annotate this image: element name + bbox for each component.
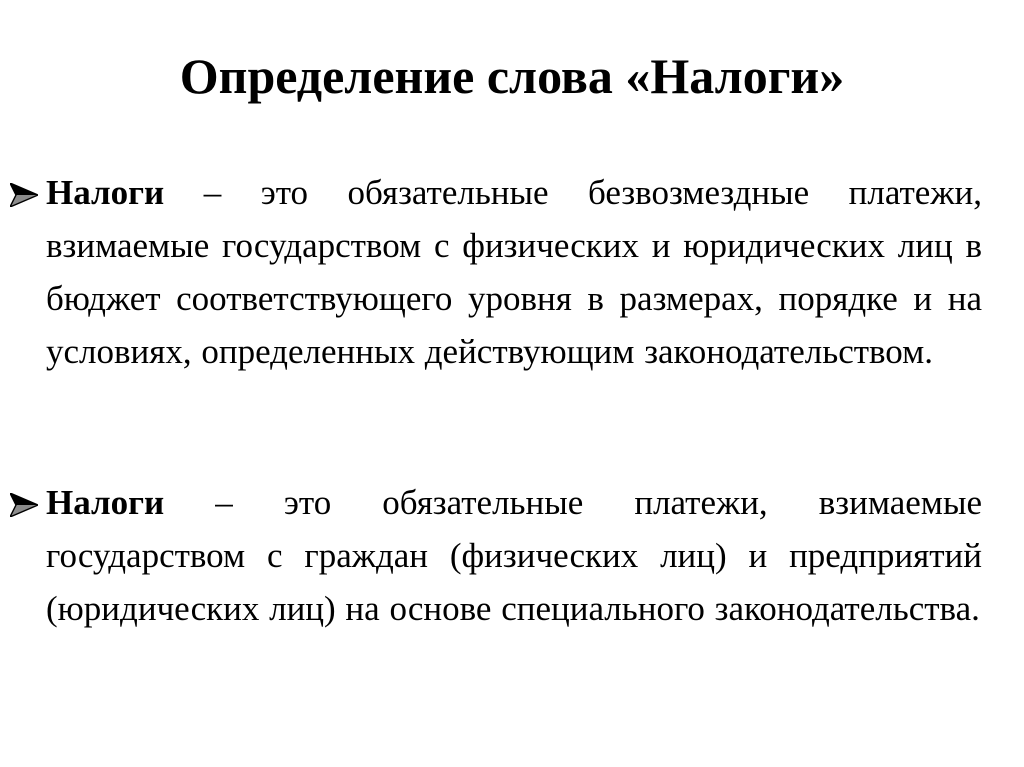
definition-body: – это обязательные безвозмездные платежи, взимаемые государством с физических и юридических лиц в бюджет соответствующего уровня в размерах, порядке и на условиях, определенных действующим законодательством. <box>46 173 982 371</box>
definition-text <box>46 476 982 635</box>
definition-text <box>46 166 982 378</box>
arrow-bullet-icon <box>10 183 38 207</box>
definition-term: Налоги <box>46 173 165 212</box>
arrow-bullet-icon <box>10 493 38 517</box>
definition-bullet-1 <box>10 166 982 378</box>
definition-body: – это обязательные платежи, взимаемые государством с граждан (физических лиц) и предприятий (юридических лиц) на основе специального законодательства. <box>46 483 982 628</box>
definition-bullet-2 <box>10 476 982 635</box>
definition-term: Налоги <box>46 483 165 522</box>
slide-title: Определение слова «Налоги» <box>179 48 845 104</box>
